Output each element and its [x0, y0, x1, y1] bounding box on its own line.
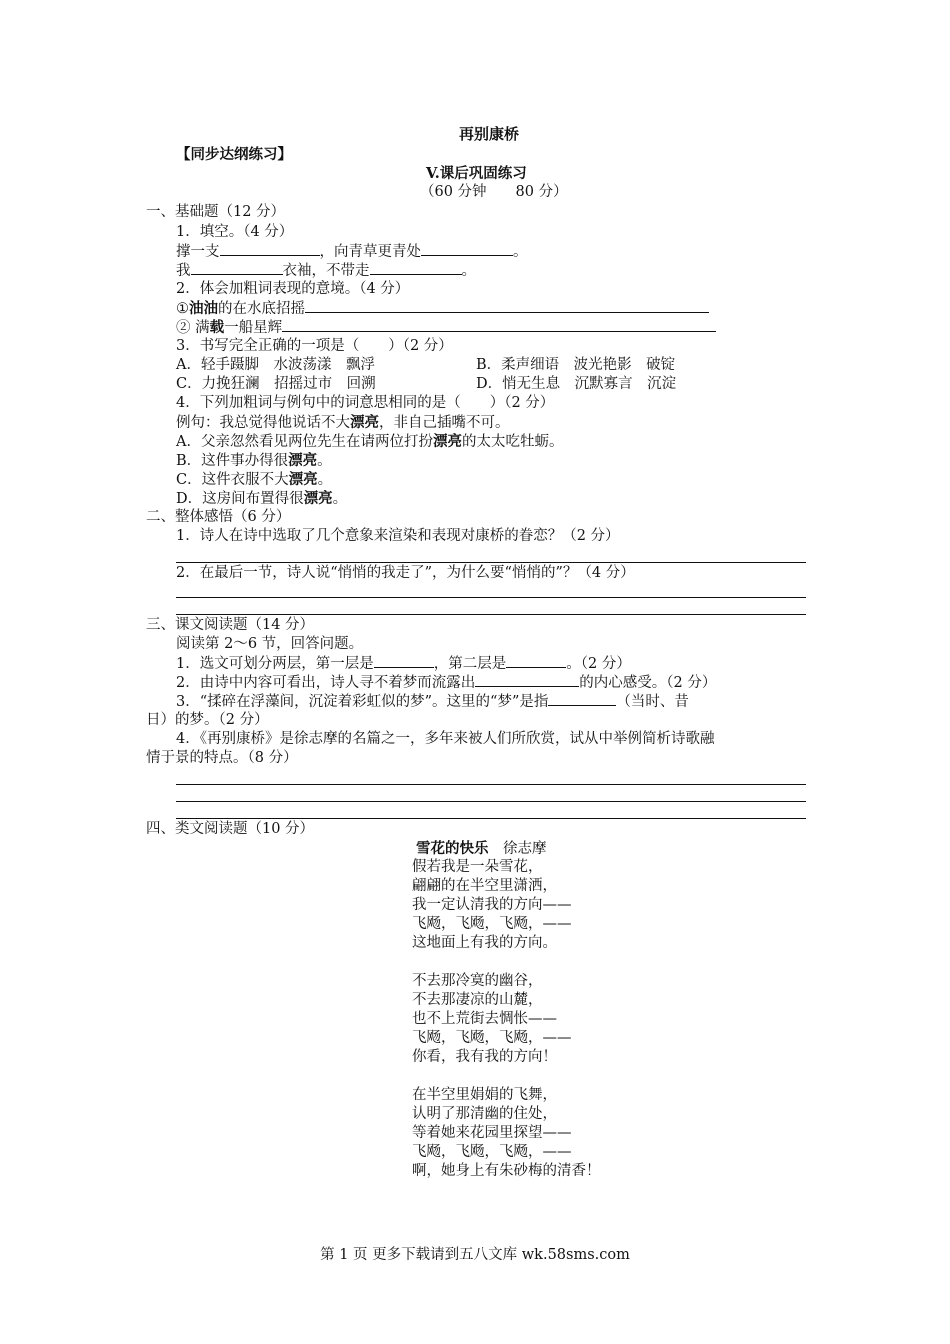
- part1-q1-line1: 撑一支 ，向青草更青处 。: [176, 244, 528, 260]
- part1-q4-example: 例句：我总觉得他说话不大漂亮，非自己插嘴不可。: [176, 414, 510, 431]
- poem-line: 不去那冷寞的幽谷，: [412, 973, 543, 989]
- poem-line: 在半空里娟娟的飞舞，: [412, 1087, 557, 1103]
- poem-line: 飞飏，飞飏，飞飏，——: [412, 1030, 572, 1046]
- answer-line[interactable]: [176, 614, 806, 615]
- part3-intro: 阅读第 2～6 节，回答问题。: [176, 636, 364, 652]
- poem-line: 不去那凄凉的山麓，: [412, 992, 543, 1008]
- part3-q1: 1．选文可划分两层，第一层是 ，第二层是 。（2 分）: [176, 656, 631, 672]
- part3-q3: 3．“揉碎在浮藻间，沉淀着彩虹似的梦”。这里的“梦”是指 （当时、昔: [176, 694, 689, 710]
- poem-title: 雪花的快乐: [416, 840, 489, 857]
- poem-author: 徐志摩: [503, 841, 547, 857]
- blank[interactable]: [191, 261, 283, 275]
- part1-q2-a: ①油油的在水底招摇: [176, 299, 709, 319]
- answer-line[interactable]: [176, 784, 806, 785]
- poem-line: 这地面上有我的方向。: [412, 935, 557, 951]
- part3-heading: 三、课文阅读题（14 分）: [146, 617, 315, 633]
- poem-heading: [416, 839, 547, 859]
- poem-line: 飞飏，飞飏，飞飏，——: [412, 1144, 572, 1160]
- answer-line[interactable]: [282, 318, 716, 332]
- part4-heading: 四、类文阅读题（10 分）: [146, 821, 315, 837]
- blank[interactable]: [421, 242, 513, 256]
- part1-q4: 4．下列加粗词与例句中的词意思相同的是（ ）（2 分）: [176, 395, 555, 411]
- poem-line: 认明了那清幽的住处，: [412, 1106, 557, 1122]
- part1-q1-line2: 我 衣袖，不带走 。: [176, 263, 476, 279]
- part1-q1: 1．填空。（4 分）: [176, 224, 294, 240]
- answer-line[interactable]: [176, 801, 806, 802]
- part2-q1: 1．诗人在诗中选取了几个意象来渲染和表现对康桥的眷恋？（2 分）: [176, 528, 620, 544]
- part1-q3: 3．书写完全正确的一项是（ ）（2 分）: [176, 338, 453, 354]
- blank[interactable]: [220, 242, 320, 256]
- blank[interactable]: [548, 692, 616, 706]
- section-title: V.课后巩固练习: [426, 165, 527, 182]
- part3-q3-cont: 日）的梦。（2 分）: [146, 712, 269, 728]
- blank[interactable]: [370, 261, 462, 275]
- poem-line: 也不上荒街去惆怅——: [412, 1011, 557, 1027]
- poem-line: 等着她来花园里探望——: [412, 1125, 572, 1141]
- answer-line[interactable]: [176, 597, 806, 598]
- part1-q3-option-d: D．悄无生息 沉默寡言 沉淀: [476, 376, 677, 392]
- answer-line[interactable]: [176, 818, 806, 819]
- answer-line[interactable]: [176, 562, 806, 563]
- part2-q2: 2．在最后一节，诗人说“悄悄的我走了”，为什么要“悄悄的”？（4 分）: [176, 565, 635, 581]
- part2-heading: 二、整体感悟（6 分）: [146, 509, 291, 525]
- poem-line: 飞飏，飞飏，飞飏，——: [412, 916, 572, 932]
- part1-q2: 2．体会加粗词表现的意境。（4 分）: [176, 281, 410, 297]
- blank[interactable]: [475, 673, 579, 687]
- blank[interactable]: [374, 654, 434, 668]
- poem-line: 翩翩的在半空里潇洒，: [412, 878, 557, 894]
- part3-q2: 2．由诗中内容可看出，诗人寻不着梦而流露出 的内心感受。（2 分）: [176, 675, 717, 691]
- part3-q4: 4．《再别康桥》是徐志摩的名篇之一，多年来被人们所欣赏，试从中举例简析诗歌融: [176, 731, 715, 747]
- part1-q3-option-b: B．柔声细语 波光艳影 破锭: [476, 357, 676, 373]
- page-footer: 第 1 页 更多下载请到五八文库 wk.58sms.com: [320, 1247, 630, 1263]
- poem-line: 啊，她身上有朱砂梅的清香！: [412, 1163, 601, 1179]
- part3-q4-cont: 情于景的特点。（8 分）: [146, 750, 298, 766]
- exercise-tag: 【同步达纲练习】: [176, 146, 292, 163]
- page-title: 再别康桥: [459, 125, 520, 143]
- poem-line: 我一定认清我的方向——: [412, 897, 572, 913]
- part1-q4-option-d: D．这房间布置得很漂亮。: [176, 490, 348, 507]
- answer-line[interactable]: [305, 299, 709, 313]
- time-score: （60 分钟 80 分）: [420, 184, 568, 200]
- part1-heading: 一、基础题（12 分）: [146, 204, 286, 220]
- part1-q3-option-c: C．力挽狂澜 招摇过市 回溯: [176, 376, 376, 392]
- part1-q4-option-c: C．这件衣服不大漂亮。: [176, 471, 333, 488]
- part1-q4-option-b: B．这件事办得很漂亮。: [176, 452, 332, 469]
- part1-q2-b: ② 满载一船星辉: [176, 318, 716, 338]
- blank[interactable]: [506, 654, 566, 668]
- part1-q3-option-a: A．轻手蹑脚 水波荡漾 飘浮: [176, 357, 375, 373]
- part1-q4-option-a: A．父亲忽然看见两位先生在请两位打扮漂亮的太太吃牡蛎。: [176, 433, 564, 450]
- poem-line: 你看，我有我的方向！: [412, 1049, 557, 1065]
- poem-line: 假若我是一朵雪花，: [412, 859, 543, 875]
